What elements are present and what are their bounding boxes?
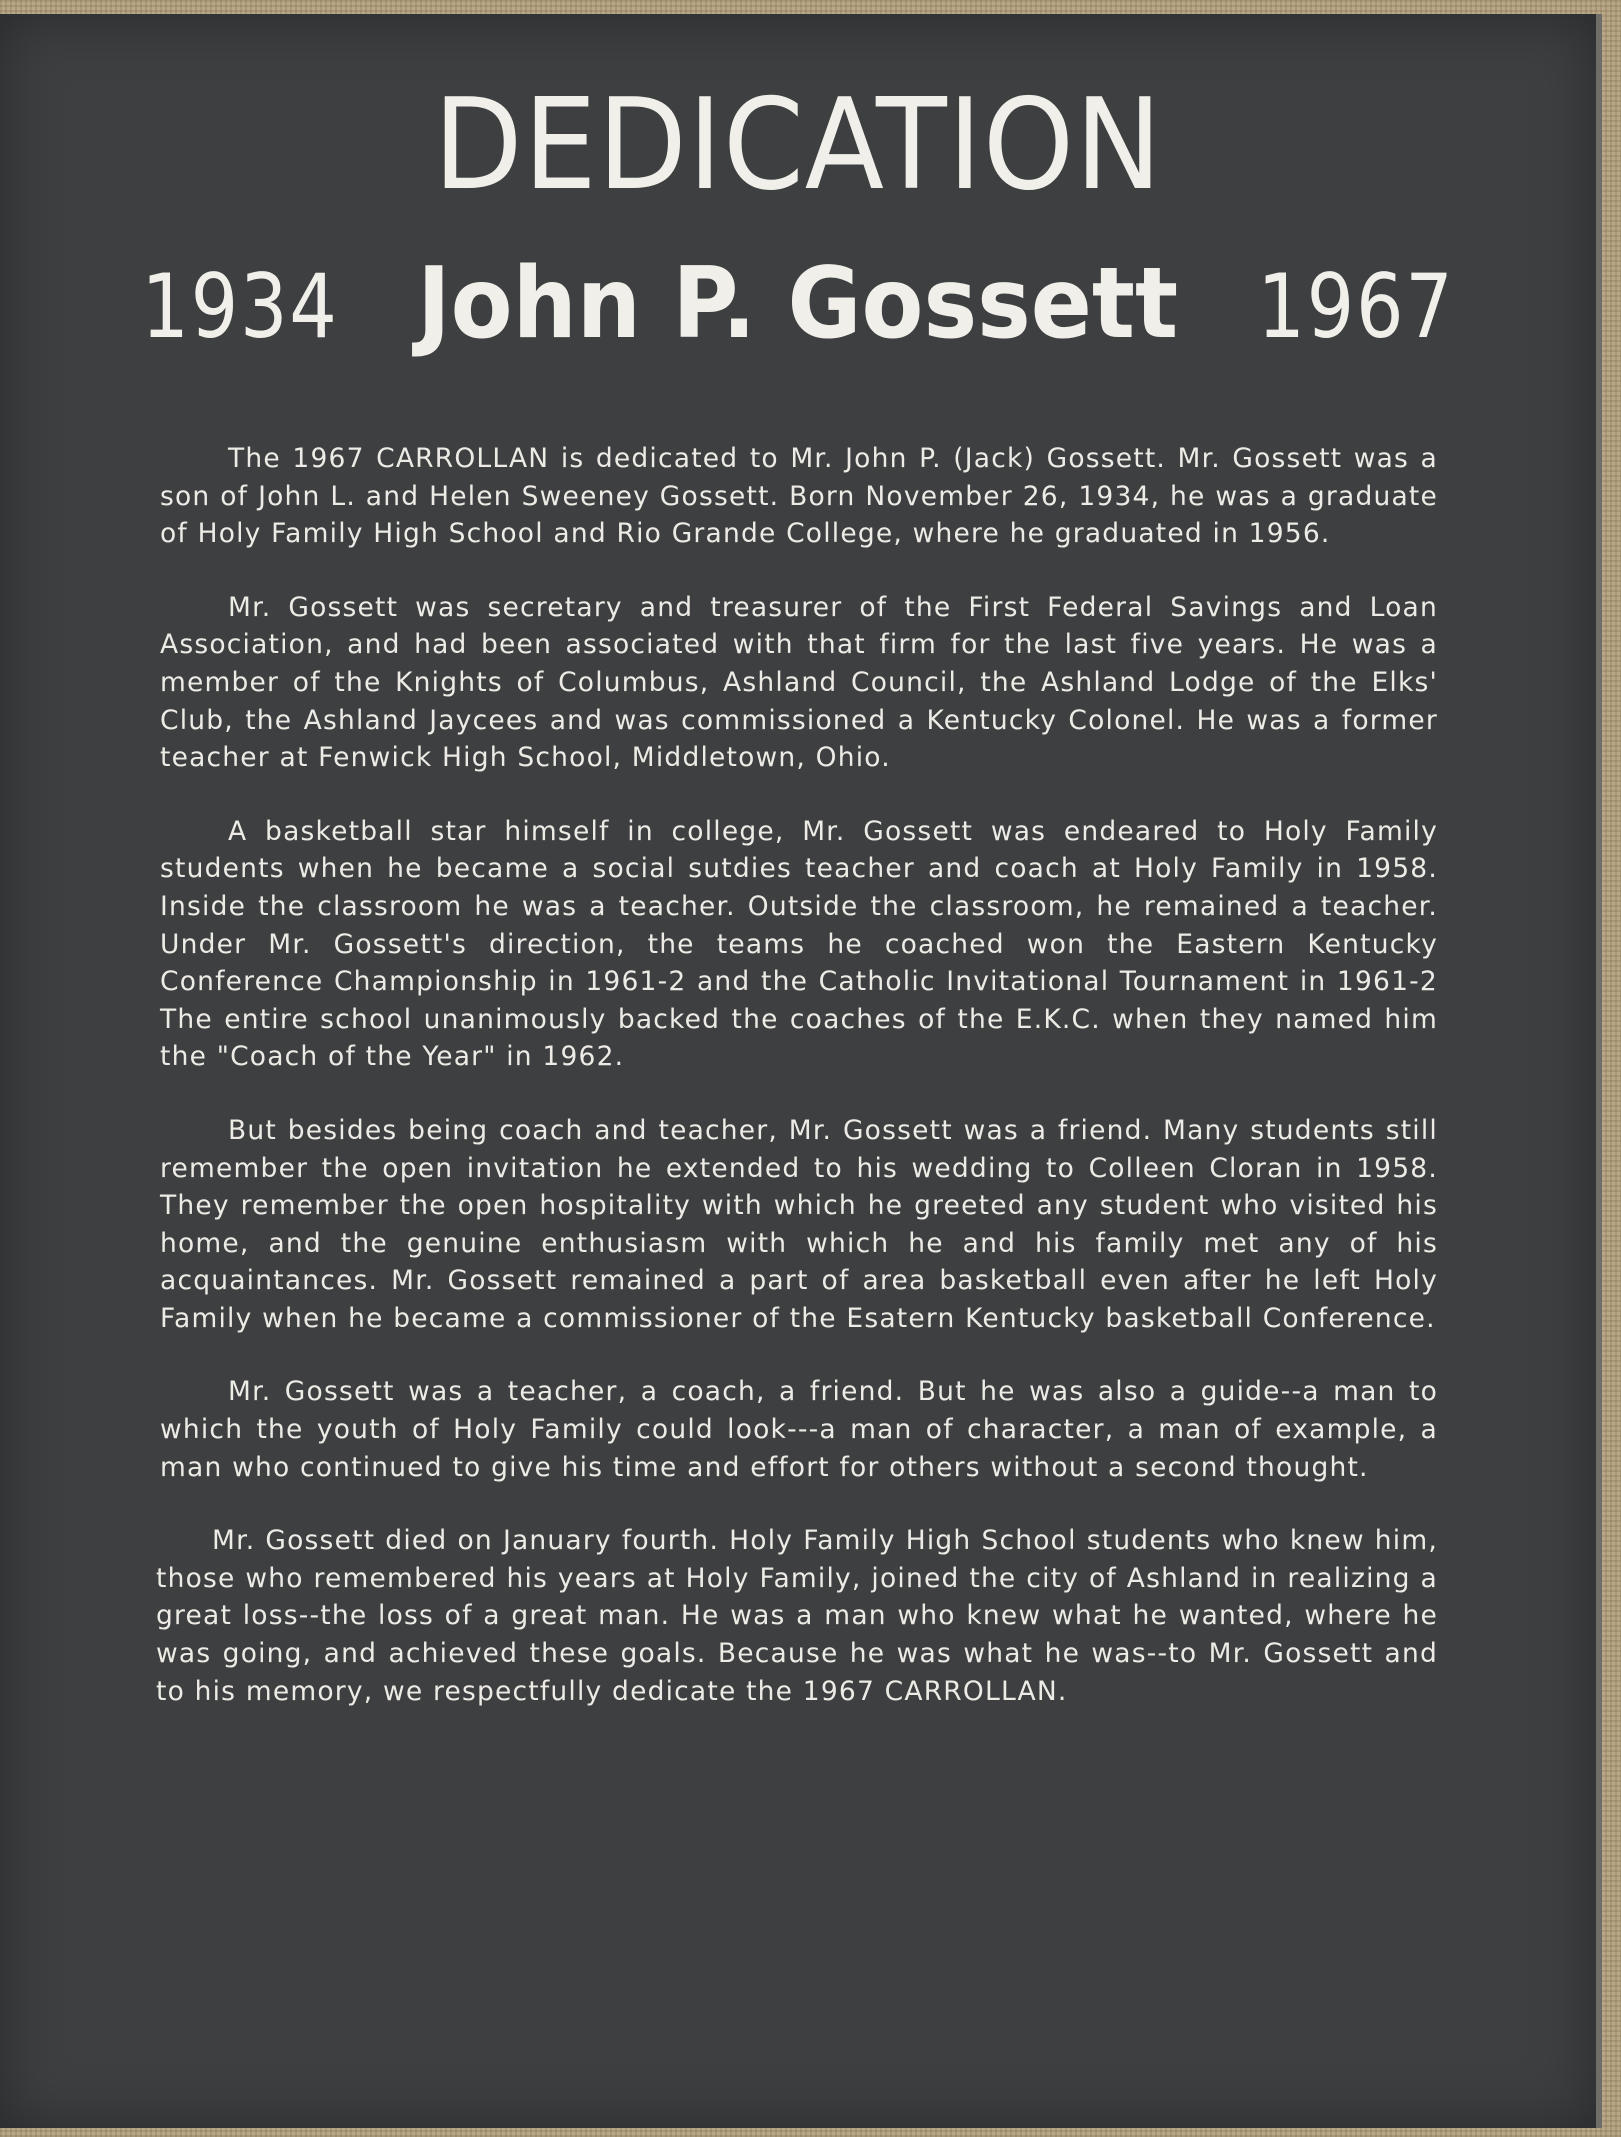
paragraph-2: Mr. Gossett was secretary and treasurer of the First Federal Savings and Loan Association, and had been associated with that firm for the last five years. He was a member of the Knights of Columbus, Ashland Council, the Ashland Lodge of the Elks' Club, the Ashland Jaycees and was commissioned a Kentucky Colonel. He was a former teacher at Fenwick High School, Middletown, Ohio. bbox=[160, 591, 1438, 774]
paragraph-4: But besides being coach and teacher, Mr. Gossett was a friend. Many students still remember the open invitation he extended to his wedding to Colleen Cloran in 1958. They remember the open hospitality with which he greeted any student who visited his home, and the genuine enthusiasm with which he and his family met any of his acquaintances. Mr. Gossett remained a part of area basketball even after he left Holy Family when he became a commissioner of the Esatern Kentucky basketball Conference. bbox=[160, 1114, 1438, 1334]
honoree-name: John P. Gossett bbox=[417, 247, 1179, 361]
paragraph-5: Mr. Gossett was a teacher, a coach, a friend. But he was also a guide--a man to which the youth of Holy Family could look---a man of character, a man of example, a man who continued to give his time and effort for others without a second thought. bbox=[160, 1376, 1438, 1483]
dedication-text bbox=[156, 440, 1438, 1746]
death-year: 1967 bbox=[1257, 255, 1455, 358]
page-title: DEDICATION bbox=[433, 71, 1163, 218]
paragraph-3: A basketball star himself in college, Mr. Gossett was endeared to Holy Family students when he became a social sutdies teacher and coach at Holy Family in 1958. Inside the classroom he was a teacher. Outside the classroom, he remained a teacher. Under Mr. Gossett's direction, the teams he coached won the Eastern Kentucky Conference Championship in 1961-2 and the Catholic Invitational Tournament in 1961-2 The entire school unanimously backed the coaches of the E.K.C. when they named him the "Coach of the Year" in 1962. bbox=[160, 815, 1438, 1073]
page-spine bbox=[1596, 14, 1602, 2128]
dedication-subtitle bbox=[0, 247, 1596, 361]
paragraph-1: The 1967 CARROLLAN is dedicated to Mr. John P. (Jack) Gossett. Mr. Gossett was a son of John L. and Helen Sweeney Gossett. Born November 26, 1934, he was a graduate of Holy Family High School and Rio Grande College, where he graduated in 1956. bbox=[160, 443, 1438, 550]
paragraph-6: Mr. Gossett died on January fourth. Holy Family High School students who knew him, those who remembered his years at Holy Family, joined the city of Ashland in realizing a great loss--the loss of a great man. He was a man who knew what he wanted, where he was going, and achieved these goals. Because he was what he was--to Mr. Gossett and to his memory, we respectfully dedicate the 1967 CARROLLAN. bbox=[156, 1525, 1438, 1707]
birth-year: 1934 bbox=[141, 255, 339, 358]
